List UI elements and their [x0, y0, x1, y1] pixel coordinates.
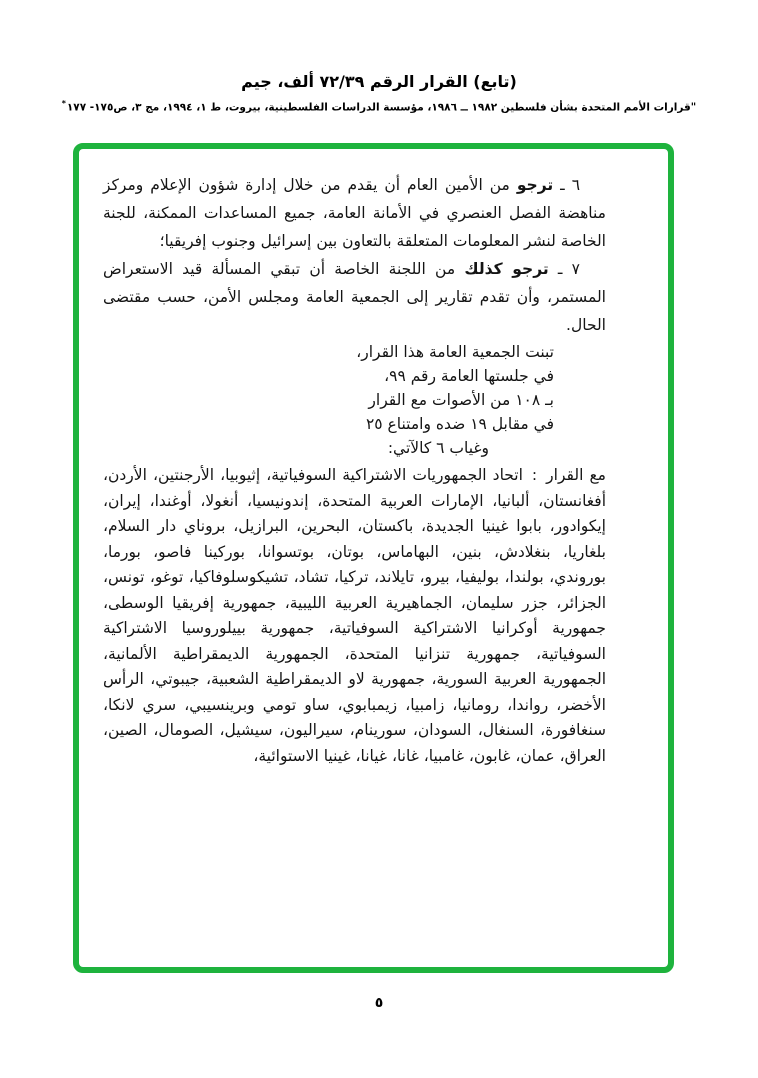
adoption-line-5: وغياب ٦ كالآتي: — [387, 439, 489, 457]
vote-with-colon: : — [531, 466, 538, 484]
vote-with-countries: اتحاد الجمهوريات الاشتراكية السوفياتية، إثيوبيا، الأرجنتين، الأردن، أفغانستان، ألبانيا، الإمارات العربية المتحدة، إندونيسيا، أنغولا، أوغندا، إيران، إيكوادور، بابوا غينيا الجديدة، باكستان، البحرين، البرازيل، بروناي دار السلام، بلغاريا، بنغلادش، بنين، البهاماس، بوتان، بوتسوانا، بوركينا فاصو، بورما، بوروندي، بولندا، بوليفيا، بيرو، تايلاند، تركيا، تشاد، تشيكوسلوفاكيا، توغو، تونس، الجزائر، جزر سليمان، الجماهيرية العربية الليبية، جمهورية إفريقيا الوسطى، جمهورية أوكرانيا الاشتراكية السوفياتية، جمهورية بييلوروسيا الاشتراكية السوفياتية، جمهورية تنزانيا المتحدة، الجمهورية الديمقراطية الألمانية، الجمهورية العربية السورية، جمهورية لاو الديمقراطية الشعبية، جيبوتي، الرأس الأخضر، رواندا، رومانيا، زامبيا، زيمبابوي، ساو تومي وبرينسيبي، سري لانكا، سنغافورة، السنغال، السودان، سورينام، سيراليون، سيشيل، الصومال، الصين، العراق، عمان، غابون، غامبيا، غانا، غيانا، غينيا الاستوائية، — [103, 466, 606, 765]
clause-7-lead: ترجو كذلك — [464, 260, 549, 278]
clause-6-number: ٦ — [571, 176, 581, 194]
clause-7-dash: ـ — [557, 260, 563, 278]
clause-7-number: ٧ — [571, 260, 580, 278]
source-citation — [0, 99, 758, 114]
vote-with-label: مع القرار — [546, 466, 606, 484]
clause-7-text: من اللجنة الخاصة أن تبقي المسألة قيد الاستعراض المستمر، وأن تقدم تقارير إلى الجمعية العامة ومجلس الأمن، حسب مقتضى الحال. — [103, 260, 606, 334]
adoption-line-4: في مقابل ١٩ ضده وامتناع ٢٥ — [365, 415, 554, 433]
page-header — [0, 72, 758, 114]
vote-with-paragraph — [103, 463, 606, 769]
resolution-title: (تابع) القرار الرقم ٧٢/٣٩ ألف، جيم — [241, 72, 517, 91]
adoption-block — [242, 340, 554, 460]
page-number: ٥ — [374, 995, 384, 1011]
footnote-mark: * — [61, 99, 66, 108]
adoption-line-1: تبنت الجمعية العامة هذا القرار، — [356, 343, 554, 361]
resolution-body — [79, 149, 668, 967]
clause-7 — [103, 255, 606, 339]
green-frame — [73, 143, 674, 973]
adoption-line-3: بـ ١٠٨ من الأصوات مع القرار — [368, 391, 554, 409]
clause-6-lead: ترجو — [516, 176, 554, 194]
clause-6 — [103, 171, 606, 255]
adoption-line-2: في جلستها العامة رقم ٩٩، — [384, 367, 554, 385]
clause-6-text: من الأمين العام أن يقدم من خلال إدارة شؤون الإعلام ومركز مناهضة الفصل العنصري في الأمانة العامة، جميع المساعدات الممكنة، للجنة الخاصة لنشر المعلومات المتعلقة بالتعاون بين إسرائيل وجنوب إفريقيا؛ — [103, 176, 606, 250]
citation-text: "قرارات الأمم المتحدة بشأن فلسطين ١٩٨٢ ــ ١٩٨٦، مؤسسة الدراسات الفلسطينية، بيروت، ط ١، ١٩٩٤، مج ٣، ص١٧٥- ١٧٧ — [66, 101, 697, 114]
clause-6-dash: ـ — [560, 176, 565, 194]
